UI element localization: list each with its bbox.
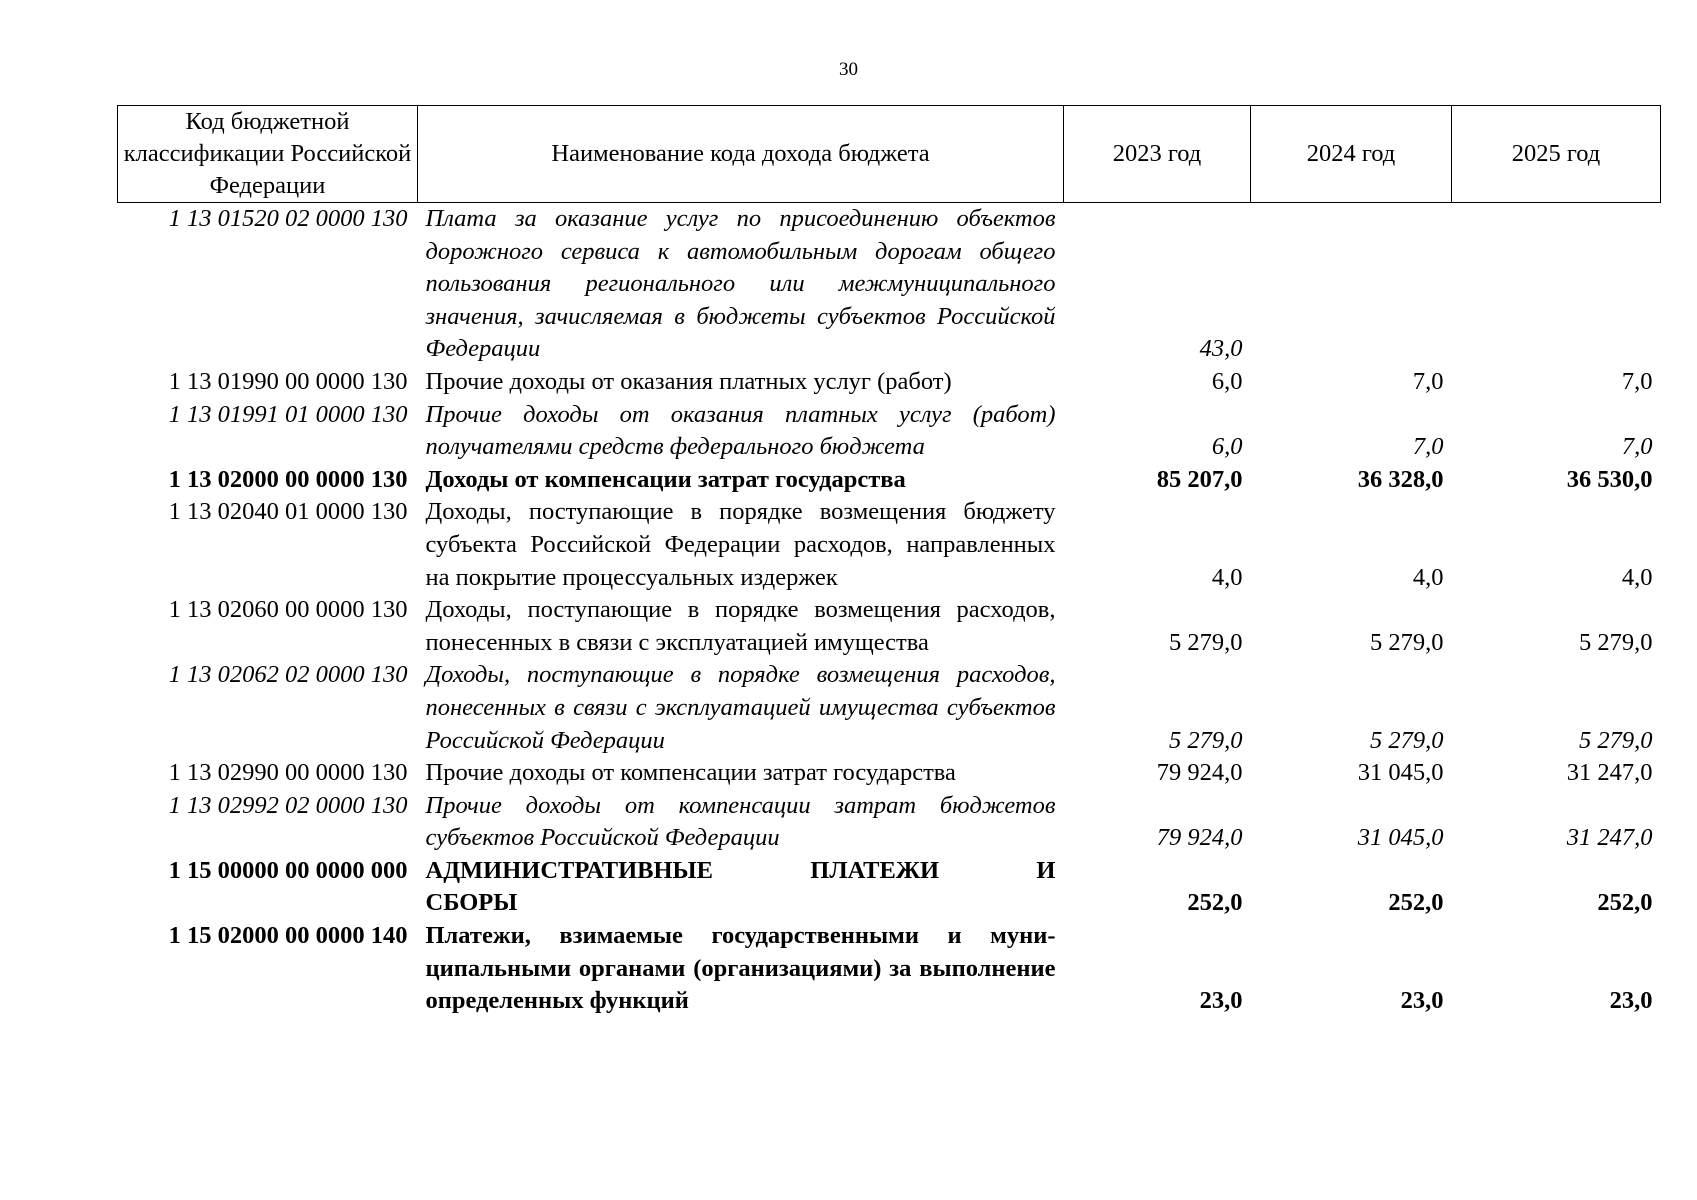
row-name-line: АДМИНИСТРАТИВНЫЕ ПЛАТЕЖИ И — [425, 856, 1056, 884]
row-name-line: СБОРЫ — [425, 889, 518, 917]
row-name: Прочие доходы от компенсации затрат государства — [425, 759, 956, 787]
table-row — [118, 790, 1661, 855]
row-value-2025: 252,0 — [1597, 889, 1653, 917]
header-row — [118, 106, 1661, 203]
row-name: Прочие доходы от оказания платных услуг (работ) получателями средств федерального бюджета — [425, 400, 1056, 461]
row-value-2024: 5 279,0 — [1370, 726, 1444, 754]
row-value-2025: 5 279,0 — [1579, 628, 1653, 656]
row-value-2024: 4,0 — [1412, 563, 1444, 591]
row-value-2023: 4,0 — [1211, 563, 1243, 591]
table-row — [118, 464, 1661, 497]
row-value-2024: 7,0 — [1412, 433, 1444, 461]
row-code: 1 13 01990 00 0000 130 — [168, 367, 408, 395]
row-code: 1 15 00000 00 0000 000 — [168, 856, 408, 884]
row-value-2024: 7,0 — [1412, 367, 1444, 395]
header-2024: 2024 год — [1251, 106, 1452, 203]
table-row — [118, 659, 1661, 757]
row-code: 1 13 01520 02 0000 130 — [168, 205, 408, 232]
row-value-2025 — [1452, 203, 1661, 366]
row-code: 1 13 02040 01 0000 130 — [168, 498, 408, 526]
row-value-2024: 36 328,0 — [1357, 465, 1444, 493]
row-value-2023: 5 279,0 — [1169, 726, 1243, 754]
row-code: 1 13 02992 02 0000 130 — [168, 791, 408, 819]
table-row — [118, 399, 1661, 464]
row-code: 1 13 02062 02 0000 130 — [168, 661, 408, 689]
row-value-2023: 6,0 — [1211, 433, 1243, 461]
row-code: 1 13 01991 01 0000 130 — [168, 400, 408, 428]
row-value-2025: 4,0 — [1621, 563, 1653, 591]
row-code: 1 13 02060 00 0000 130 — [168, 596, 408, 624]
page-number: 30 — [839, 59, 858, 80]
table-row — [118, 757, 1661, 790]
row-value-2023: 23,0 — [1199, 987, 1243, 1015]
table-row — [118, 496, 1661, 594]
row-value-2024: 5 279,0 — [1370, 628, 1444, 656]
row-name: Доходы, поступающие в порядке возмещения расходов, понесенных в связи с эксплуатацией имущества субъектов Российской Федерации — [425, 661, 1056, 754]
row-name: Платежи, взимаемые государственными и муниципальными органами (организациями) за выполнение определенных функций — [425, 922, 1056, 1015]
header-2023: 2023 год — [1064, 106, 1251, 203]
row-value-2024: 31 045,0 — [1357, 824, 1444, 852]
row-value-2025: 5 279,0 — [1579, 726, 1653, 754]
header-2025: 2025 год — [1452, 106, 1661, 203]
row-value-2023: 6,0 — [1211, 367, 1243, 395]
row-value-2023: 252,0 — [1187, 889, 1243, 917]
row-name — [418, 855, 1064, 920]
row-name: Прочие доходы от оказания платных услуг (работ) — [425, 367, 952, 395]
header-code: Код бюджетной классификации Российской Федерации — [118, 106, 418, 203]
row-value-2024 — [1251, 203, 1452, 366]
row-value-2024: 31 045,0 — [1357, 759, 1444, 787]
row-value-2025: 31 247,0 — [1566, 759, 1653, 787]
row-value-2025: 7,0 — [1621, 433, 1653, 461]
row-value-2023: 5 279,0 — [1169, 628, 1243, 656]
row-value-2024: 23,0 — [1400, 987, 1444, 1015]
row-name: Доходы, поступающие в порядке возмещения бюджету субъекта Российской Федерации расходов, направленных на покрытие процессуальных издержек — [425, 498, 1056, 591]
budget-revenue-table — [117, 105, 1661, 1018]
row-value-2025: 23,0 — [1609, 987, 1653, 1015]
row-code: 1 13 02990 00 0000 130 — [168, 759, 408, 787]
row-value-2023: 79 924,0 — [1156, 759, 1243, 787]
header-name: Наименование кода дохода бюджета — [418, 106, 1064, 203]
table-header — [118, 106, 1661, 203]
table-row — [118, 366, 1661, 399]
row-value-2025: 31 247,0 — [1566, 824, 1653, 852]
row-value-2023: 79 924,0 — [1156, 824, 1243, 852]
row-name: Плата за оказание услуг по присоединению объектов дорожного сервиса к автомобильным дорогам общего пользования регионального или межмуниципального значения, зачисляемая в бюджеты субъектов Российской Федерации — [425, 205, 1056, 363]
row-name: Доходы, поступающие в порядке возмещения расходов, понесенных в связи с эксплуатацией имущества — [425, 596, 1056, 656]
row-value-2025: 36 530,0 — [1566, 465, 1653, 493]
table-row — [118, 203, 1661, 366]
row-code: 1 15 02000 00 0000 140 — [168, 922, 408, 950]
table-row — [118, 594, 1661, 659]
row-code: 1 13 02000 00 0000 130 — [168, 465, 408, 493]
row-value-2023: 43,0 — [1199, 335, 1243, 363]
row-value-2023: 85 207,0 — [1156, 465, 1243, 493]
row-name: Прочие доходы от компенсации затрат бюджетов субъектов Российской Федерации — [425, 791, 1056, 852]
row-name: Доходы от компенсации затрат государства — [425, 465, 906, 493]
table-body — [118, 203, 1661, 1018]
table-row — [118, 920, 1661, 1018]
table-row — [118, 855, 1661, 920]
row-value-2024: 252,0 — [1388, 889, 1444, 917]
row-value-2025: 7,0 — [1621, 367, 1653, 395]
